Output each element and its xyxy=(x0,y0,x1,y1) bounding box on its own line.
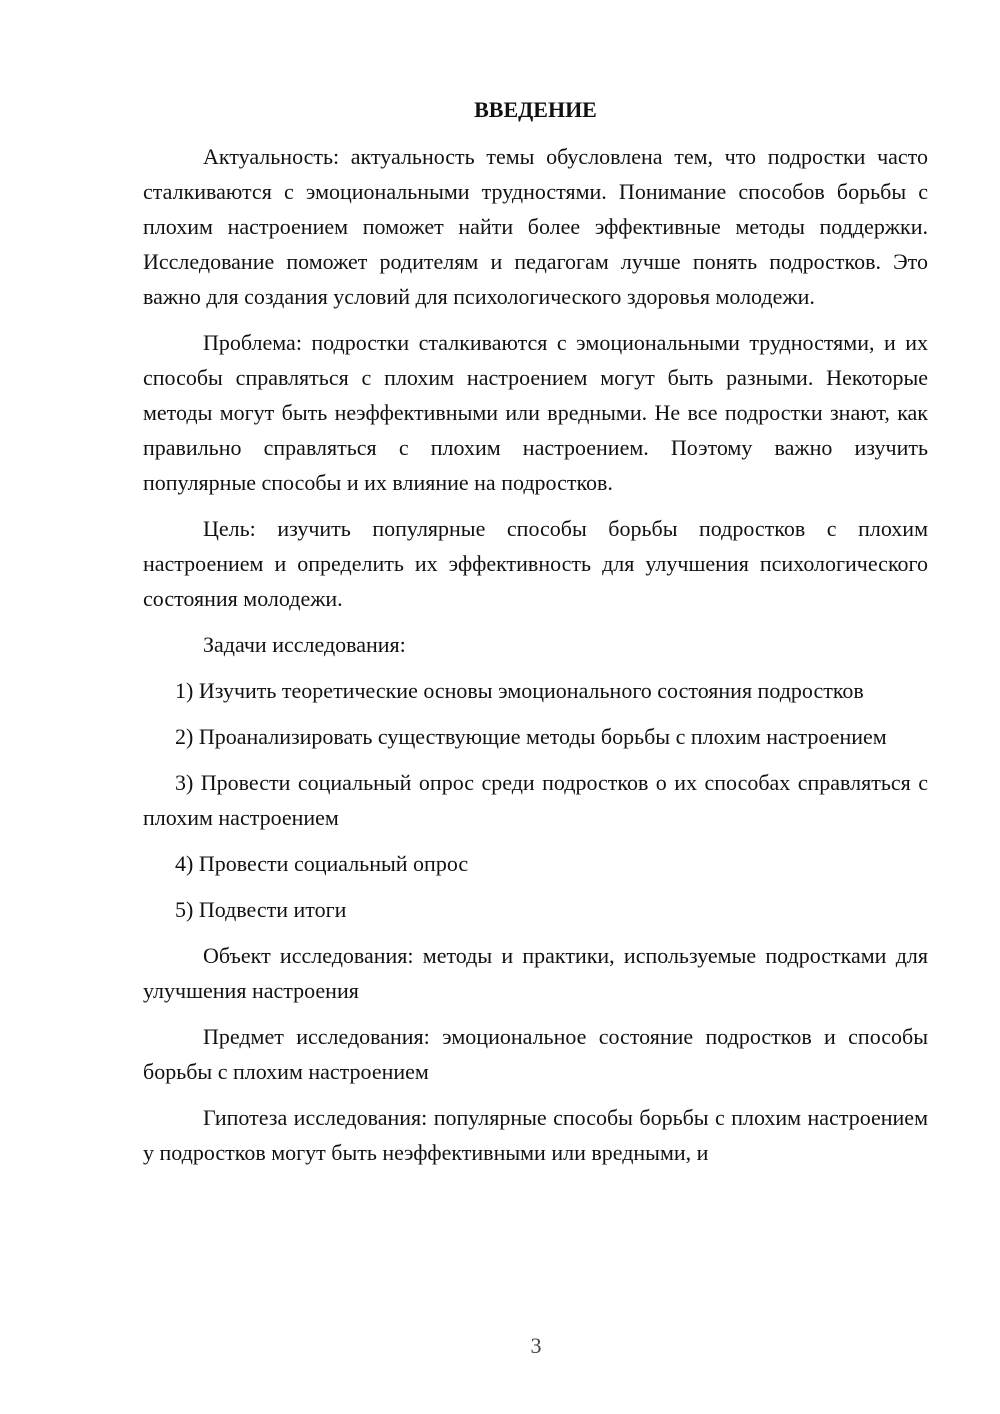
page-number: 3 xyxy=(530,1333,542,1358)
task-item-3: 3) Провести социальный опрос среди подростков о их способах справляться с плохим настроением xyxy=(143,770,928,830)
document-body xyxy=(143,95,928,1181)
goal-paragraph: Цель: изучить популярные способы борьбы подростков с плохим настроением и определить их эффективность для улучшения психологического состояния молодежи. xyxy=(143,516,928,611)
section-title: ВВЕДЕНИЕ xyxy=(474,97,597,122)
task-item-5: 5) Подвести итоги xyxy=(175,897,347,922)
relevance-paragraph: Актуальность: актуальность темы обусловлена тем, что подростки часто сталкиваются с эмоциональными трудностями. Понимание способов борьбы с плохим настроением поможет найти более эффективные методы поддержки. Исследование поможет родителям и педагогам лучше понять подростков. Это важно для создания условий для психологического здоровья молодежи. xyxy=(143,144,928,309)
problem-paragraph: Проблема: подростки сталкиваются с эмоциональными трудностями, и их способы справляться с плохим настроением могут быть разными. Некоторые методы могут быть неэффективными или вредными. Не все подростки знают, как правильно справляться с плохим настроением. Поэтому важно изучить популярные способы и их влияние на подростков. xyxy=(143,330,928,495)
object-paragraph: Объект исследования: методы и практики, используемые подростками для улучшения настроения xyxy=(143,943,928,1003)
task-item-1: 1) Изучить теоретические основы эмоционального состояния подростков xyxy=(175,678,864,703)
hypothesis-paragraph: Гипотеза исследования: популярные способы борьбы с плохим настроением у подростков могут быть неэффективными или вредными, и xyxy=(143,1105,928,1165)
tasks-heading: Задачи исследования: xyxy=(203,632,406,657)
task-item-2: 2) Проанализировать существующие методы борьбы с плохим настроением xyxy=(175,724,887,749)
subject-paragraph: Предмет исследования: эмоциональное состояние подростков и способы борьбы с плохим настроением xyxy=(143,1024,928,1084)
task-item-4: 4) Провести социальный опрос xyxy=(175,851,469,876)
